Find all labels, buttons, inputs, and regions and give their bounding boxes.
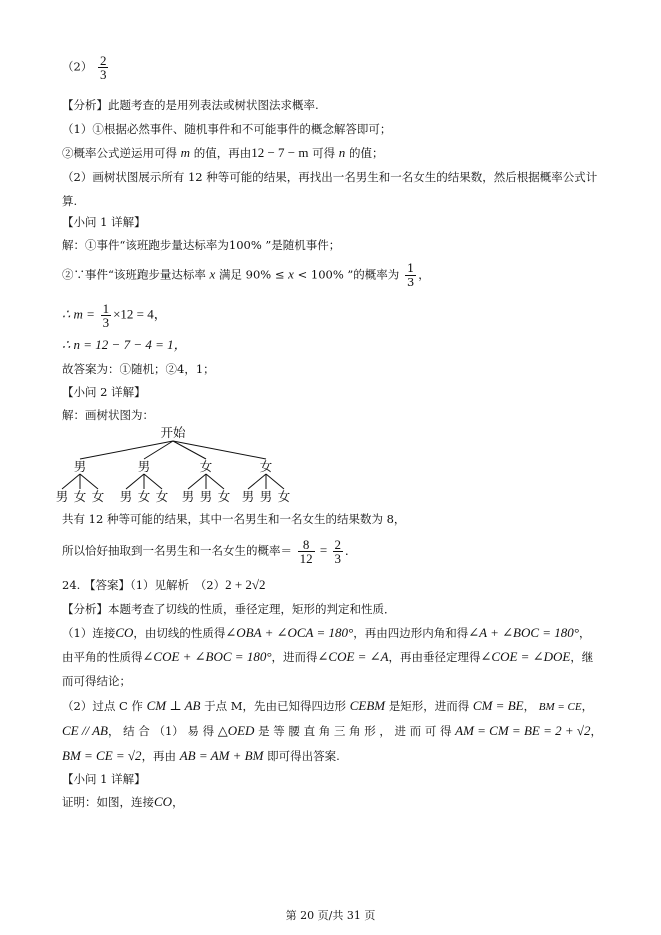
math: CO <box>115 625 134 640</box>
math: ∴ m = <box>62 306 95 322</box>
answer-2-line <box>62 54 110 81</box>
denominator: 3 <box>99 67 107 82</box>
text: ． <box>345 543 357 558</box>
text-line: （2）画树状图展示所有 12 种等可能的结果，再找出一名男生和一名女生的结果数，然后根据概率公式计 <box>62 170 598 184</box>
tree-diagram <box>55 425 318 510</box>
tree-edge <box>188 474 206 489</box>
text: ②概率公式逆运用可得 <box>62 146 181 160</box>
text: 的值； <box>345 146 384 160</box>
text: 由平角的性质得 <box>62 650 143 664</box>
tree-root: 开始 <box>160 425 186 440</box>
text: ，由切线的性质得 <box>133 626 226 640</box>
text: （2）过点 C 作 <box>62 699 147 713</box>
text: 于点 M，先由已知得四边形 <box>200 699 350 713</box>
section-heading: 【小问 1 详解】 <box>62 215 146 229</box>
text: 是矩形，进而得 <box>385 699 473 713</box>
text: ，再由垂径定理得 <box>388 650 481 664</box>
text: ， 结 合 （1） 易 得 <box>107 724 218 738</box>
tree-node-level1: 女 <box>259 459 273 474</box>
tree-node-level2: 男 <box>119 489 133 504</box>
tree-node-level2: 男 <box>259 489 273 504</box>
text-line: （1）①根据必然事件、随机事件和不可能事件的概念解答即可； <box>62 122 392 136</box>
text: ， <box>523 699 539 713</box>
math: BM = CE <box>538 701 582 713</box>
tree-node-level1: 男 <box>137 459 151 474</box>
text-line: 共有 12 种等可能的结果，其中一名男生和一名女生的结果数为 8， <box>62 512 406 526</box>
tree-edge <box>126 474 144 489</box>
text: 的值，再由 <box>190 146 252 160</box>
tree-edge <box>248 474 266 489</box>
text-line: 故答案为：①随机；②4，1； <box>62 362 215 376</box>
numerator: 1 <box>406 261 415 275</box>
text-line <box>62 699 593 714</box>
math-line: ∴ n = 12 − 7 − 4 = 1， <box>62 337 187 352</box>
text: ，再由四边形内角和得 <box>353 626 469 640</box>
denominator: 3 <box>406 275 415 289</box>
math: △OED <box>217 723 255 738</box>
text: ， <box>581 699 594 713</box>
text: ，继 <box>570 650 594 664</box>
tree-node-level2: 男 <box>181 489 195 504</box>
page-footer: 第 20 页/共 31 页 <box>285 909 376 922</box>
tree-edge <box>173 441 266 459</box>
math: CEBM <box>349 698 386 713</box>
tree-node-level2: 女 <box>91 489 105 504</box>
text: < 100% ”的概率为 <box>293 267 400 282</box>
text: ，再由 <box>141 749 180 763</box>
numerator: 2 <box>99 53 107 68</box>
math: AB = AM + BM <box>179 748 264 763</box>
math-line <box>62 302 167 329</box>
math: x <box>209 266 216 282</box>
tree-node-level2: 女 <box>73 489 87 504</box>
math: ∠COE = ∠A <box>317 649 389 664</box>
math: ∠COE + ∠BOC = 180° <box>142 649 272 664</box>
text-line: 而可得结论； <box>62 674 131 688</box>
text-line: 解：①事件“该班跑步量达标率为100% ”是随机事件； <box>62 238 341 252</box>
numerator: 8 <box>298 538 315 552</box>
tree-node-level2: 男 <box>55 489 69 504</box>
math: CM ⊥ AB <box>146 698 201 713</box>
analysis-line: 【分析】此题考查的是用列表法或树状图法求概率. <box>62 98 319 112</box>
math: = <box>316 542 331 558</box>
denominator: 3 <box>334 551 341 566</box>
fraction <box>405 262 416 289</box>
text: ， <box>172 795 184 809</box>
math: ∠OBA + ∠OCA = 180° <box>225 625 354 640</box>
math: m <box>180 145 191 160</box>
math: AM = CM = BE = 2 + √2 <box>455 723 591 738</box>
math: 12 − 7 − m <box>251 145 309 160</box>
tree-node-level2: 女 <box>277 489 291 504</box>
denominator: 12 <box>299 551 313 566</box>
text: （1）连接 <box>62 626 116 640</box>
tree-node-level2: 男 <box>241 489 255 504</box>
math: 2 + 2√2 <box>225 577 266 592</box>
numerator: 1 <box>102 301 110 316</box>
analysis-line: 【分析】本题考查了切线的性质，垂径定理，矩形的判定和性质． <box>62 602 396 616</box>
math: CM = BE <box>472 698 524 713</box>
answer-24-line <box>62 578 266 592</box>
text: 证明：如图，连接 <box>62 795 154 809</box>
text: 是 等 腰 直 角 三 角 形 ， 进 而 可 得 <box>254 724 456 738</box>
math: ×12 = 4， <box>113 306 167 322</box>
text: ②∵事件“该班跑步量达标率 <box>62 267 210 282</box>
section-heading: 【小问 1 详解】 <box>62 772 146 786</box>
text-line <box>62 146 383 160</box>
fraction <box>101 302 112 329</box>
text: ， <box>590 724 603 738</box>
text: 所以恰好抽取到一名男生和一名女生的概率＝ <box>62 543 292 558</box>
text-line <box>62 749 340 763</box>
text: 即可得出答案. <box>263 749 340 763</box>
math: BM = CE = √2 <box>62 748 142 763</box>
text: 满足 90% ≤ <box>215 267 289 282</box>
text-line <box>62 724 602 738</box>
tree-edge <box>144 474 162 489</box>
section-heading: 【小问 2 详解】 <box>62 385 146 399</box>
text-line <box>62 262 430 289</box>
text: 可得 <box>308 146 339 160</box>
tree-node-level2: 女 <box>137 489 151 504</box>
fraction <box>98 54 109 81</box>
math: x <box>288 266 294 282</box>
fraction <box>333 538 344 565</box>
tree-node-level2: 女 <box>155 489 169 504</box>
tree-edge <box>62 474 80 489</box>
math: CO <box>154 794 173 809</box>
math: ∠A + ∠BOC = 180° <box>468 625 579 640</box>
text-line <box>62 538 357 565</box>
tree-node-level2: 男 <box>199 489 213 504</box>
text: （2） <box>62 59 93 74</box>
math: n <box>338 145 346 160</box>
math: ∠COE = ∠DOE <box>480 649 571 664</box>
numerator: 2 <box>334 537 341 552</box>
tree-node-level1: 女 <box>199 459 213 474</box>
fraction <box>298 538 315 565</box>
text: ， <box>578 626 591 640</box>
tree-edge <box>266 474 284 489</box>
text: ，进而得 <box>271 650 318 664</box>
text: ， <box>418 267 430 282</box>
math: CE // AB <box>62 723 108 738</box>
text-line: 算. <box>62 194 78 208</box>
denominator: 3 <box>102 315 110 330</box>
tree-edge <box>80 474 98 489</box>
text-line <box>62 626 590 640</box>
text-line <box>62 795 184 809</box>
text: 24. 【答案】（1）见解析 （2） <box>62 578 226 592</box>
tree-node-level2: 女 <box>217 489 231 504</box>
text-line <box>62 650 593 664</box>
tree-edge <box>206 474 224 489</box>
tree-node-level1: 男 <box>73 459 87 474</box>
text-line: 解：画树状图为： <box>62 408 154 422</box>
